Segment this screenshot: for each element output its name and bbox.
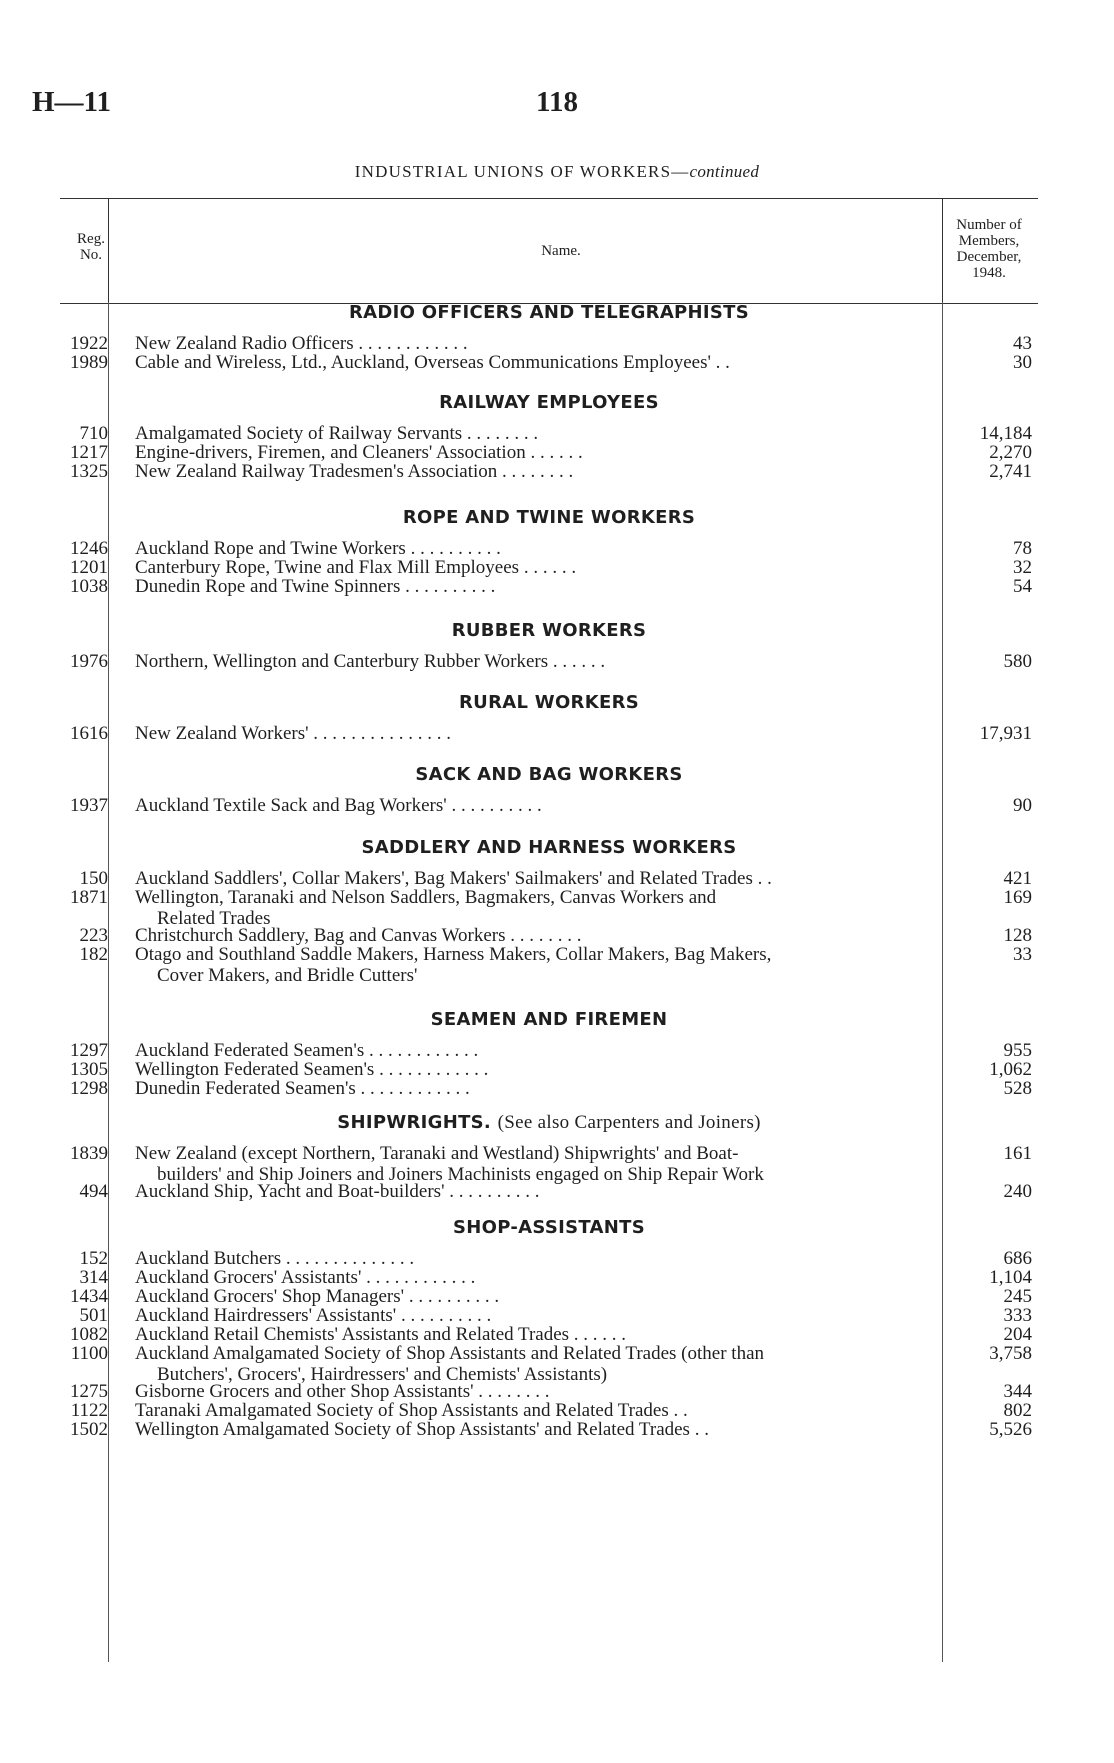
member-count: 1,104 <box>989 1267 1032 1288</box>
section-title <box>60 1009 1038 1030</box>
members-header-line: December, <box>956 249 1022 265</box>
section-title <box>60 692 1038 713</box>
section-title-text: RADIO OFFICERS AND TELEGRAPHISTS <box>348 302 750 323</box>
section-title-text: RAILWAY EMPLOYEES <box>439 392 659 413</box>
union-name <box>135 1343 988 1385</box>
reg-number: 1976 <box>70 651 108 672</box>
union-name: Auckland Grocers' Assistants' . . . . . . . . . . . . <box>135 1267 476 1288</box>
union-name <box>135 887 988 929</box>
section-title <box>60 302 1038 323</box>
reg-number: 152 <box>79 1248 108 1269</box>
union-name: Engine-drivers, Firemen, and Cleaners' Association . . . . . . <box>135 442 583 463</box>
column-header <box>60 198 1038 304</box>
member-count: 333 <box>1003 1305 1032 1326</box>
member-count: 802 <box>1003 1400 1032 1421</box>
reg-number: 1298 <box>70 1078 108 1099</box>
section-title-text: SADDLERY AND HARNESS WORKERS <box>361 837 737 858</box>
reg-number: 710 <box>79 423 108 444</box>
members-header <box>940 217 1038 281</box>
section-title-text: RUBBER WORKERS <box>451 620 647 641</box>
member-count: 169 <box>1003 887 1032 908</box>
column-divider <box>108 302 109 1662</box>
member-count: 204 <box>1003 1324 1032 1345</box>
union-name: New Zealand Railway Tradesmen's Association . . . . . . . . <box>135 461 574 482</box>
union-name: Auckland Butchers . . . . . . . . . . . . . . <box>135 1248 415 1269</box>
reg-number: 1922 <box>70 333 108 354</box>
page-header <box>32 86 1082 126</box>
reg-number: 1616 <box>70 723 108 744</box>
union-name-continuation: Cover Makers, and Bridle Cutters' <box>157 965 418 986</box>
reg-number: 1839 <box>70 1143 108 1164</box>
member-count: 90 <box>1013 795 1032 816</box>
section-title <box>60 1112 1038 1134</box>
member-count: 161 <box>1003 1143 1032 1164</box>
reg-number: 1082 <box>70 1324 108 1345</box>
member-count: 344 <box>1003 1381 1032 1402</box>
union-name: Gisborne Grocers and other Shop Assistants' . . . . . . . . <box>135 1381 550 1402</box>
section-title <box>60 392 1038 413</box>
member-count: 528 <box>1003 1078 1032 1099</box>
member-count: 17,931 <box>979 723 1032 744</box>
union-name: New Zealand Radio Officers . . . . . . . . . . . . <box>135 333 468 354</box>
reg-number: 1871 <box>70 887 108 908</box>
union-name: Wellington Federated Seamen's . . . . . . . . . . . . <box>135 1059 489 1080</box>
union-name: Auckland Retail Chemists' Assistants and Related Trades . . . . . . <box>135 1324 627 1345</box>
union-name: Auckland Hairdressers' Assistants' . . . . . . . . . . <box>135 1305 492 1326</box>
member-count: 30 <box>1013 352 1032 373</box>
union-name: Auckland Grocers' Shop Managers' . . . . . . . . . . <box>135 1286 500 1307</box>
reg-number: 1122 <box>70 1400 108 1421</box>
section-title <box>60 1217 1038 1238</box>
member-count: 3,758 <box>989 1343 1032 1364</box>
member-count: 686 <box>1003 1248 1032 1269</box>
section-title-text: ROPE AND TWINE WORKERS <box>402 507 696 528</box>
document-code: H—11 <box>32 86 111 118</box>
reg-number: 1325 <box>70 461 108 482</box>
reg-number: 1217 <box>70 442 108 463</box>
page-heading <box>0 162 1114 182</box>
member-count: 1,062 <box>989 1059 1032 1080</box>
reg-header-line: Reg. <box>77 231 105 247</box>
union-name <box>135 1143 988 1185</box>
reg-number: 1100 <box>70 1343 108 1364</box>
reg-number: 182 <box>79 944 108 965</box>
reg-number: 494 <box>79 1181 108 1202</box>
union-name-continuation: builders' and Ship Joiners and Joiners Machinists engaged on Ship Repair Work <box>157 1164 764 1185</box>
reg-number: 1937 <box>70 795 108 816</box>
union-name: Auckland Saddlers', Collar Makers', Bag Makers' Sailmakers' and Related Trades . . <box>135 868 772 889</box>
union-name: Auckland Rope and Twine Workers . . . . . . . . . . <box>135 538 501 559</box>
member-count: 2,741 <box>989 461 1032 482</box>
reg-number: 1275 <box>70 1381 108 1402</box>
union-name <box>135 944 988 986</box>
member-count: 78 <box>1013 538 1032 559</box>
union-name: Christchurch Saddlery, Bag and Canvas Workers . . . . . . . . <box>135 925 582 946</box>
member-count: 32 <box>1013 557 1032 578</box>
members-header-line: Members, <box>958 233 1020 249</box>
member-count: 580 <box>1003 651 1032 672</box>
union-name-continuation: Butchers', Grocers', Hairdressers' and Chemists' Assistants) <box>157 1364 608 1385</box>
union-name-continuation: Related Trades <box>157 908 271 929</box>
section-title <box>60 507 1038 528</box>
union-name: Canterbury Rope, Twine and Flax Mill Employees . . . . . . <box>135 557 577 578</box>
section-subtitle: (See also Carpenters and Joiners) <box>497 1112 761 1133</box>
section-title-text: RURAL WORKERS <box>459 692 639 713</box>
section-title <box>60 764 1038 785</box>
union-name: Northern, Wellington and Canterbury Rubber Workers . . . . . . <box>135 651 606 672</box>
reg-number: 1989 <box>70 352 108 373</box>
members-header-line: Number of <box>956 217 1022 233</box>
section-title-text: SACK AND BAG WORKERS <box>415 764 683 785</box>
union-name-line: Wellington, Taranaki and Nelson Saddlers, Bagmakers, Canvas Workers and <box>135 887 717 908</box>
union-name-line: Auckland Amalgamated Society of Shop Assistants and Related Trades (other than <box>135 1343 765 1364</box>
union-name: New Zealand Workers' . . . . . . . . . . . . . . . <box>135 723 452 744</box>
heading-text: INDUSTRIAL UNIONS OF WORKERS— <box>354 162 690 181</box>
section-title <box>60 620 1038 641</box>
reg-number: 1246 <box>70 538 108 559</box>
reg-number: 1305 <box>70 1059 108 1080</box>
reg-no-header <box>60 231 122 263</box>
member-count: 5,526 <box>989 1419 1032 1440</box>
page-number: 118 <box>536 86 578 118</box>
table-body <box>60 302 1038 1662</box>
reg-number: 1297 <box>70 1040 108 1061</box>
union-name: Dunedin Federated Seamen's . . . . . . . . . . . . <box>135 1078 470 1099</box>
reg-number: 314 <box>79 1267 108 1288</box>
union-name: Auckland Federated Seamen's . . . . . . . . . . . . <box>135 1040 479 1061</box>
reg-number: 150 <box>79 868 108 889</box>
union-name-line: Otago and Southland Saddle Makers, Harness Makers, Collar Makers, Bag Makers, <box>135 944 772 965</box>
union-name-line: New Zealand (except Northern, Taranaki and Westland) Shipwrights' and Boat- <box>135 1143 739 1164</box>
member-count: 240 <box>1003 1181 1032 1202</box>
member-count: 54 <box>1013 576 1032 597</box>
member-count: 43 <box>1013 333 1032 354</box>
member-count: 14,184 <box>979 423 1032 444</box>
section-title <box>60 837 1038 858</box>
union-name: Dunedin Rope and Twine Spinners . . . . . . . . . . <box>135 576 496 597</box>
union-name: Auckland Textile Sack and Bag Workers' . . . . . . . . . . <box>135 795 542 816</box>
reg-number: 223 <box>79 925 108 946</box>
reg-number: 1434 <box>70 1286 108 1307</box>
section-title-text: SEAMEN AND FIREMEN <box>430 1009 668 1030</box>
member-count: 128 <box>1003 925 1032 946</box>
union-name: Wellington Amalgamated Society of Shop Assistants' and Related Trades . . <box>135 1419 709 1440</box>
members-header-line: 1948. <box>972 265 1006 281</box>
section-title-text: SHIPWRIGHTS. <box>337 1112 492 1133</box>
reg-header-line: No. <box>79 247 103 263</box>
heading-continued: continued <box>689 162 760 181</box>
name-header: Name. <box>541 243 581 259</box>
union-name: Amalgamated Society of Railway Servants . . . . . . . . <box>135 423 539 444</box>
section-title-text: SHOP-ASSISTANTS <box>452 1217 645 1238</box>
member-count: 421 <box>1003 868 1032 889</box>
union-name: Taranaki Amalgamated Society of Shop Assistants and Related Trades . . <box>135 1400 688 1421</box>
reg-number: 501 <box>79 1305 108 1326</box>
reg-number: 1201 <box>70 557 108 578</box>
union-name: Cable and Wireless, Ltd., Auckland, Overseas Communications Employees' . . <box>135 352 730 373</box>
reg-number: 1502 <box>70 1419 108 1440</box>
member-count: 955 <box>1003 1040 1032 1061</box>
member-count: 33 <box>1013 944 1032 965</box>
reg-number: 1038 <box>70 576 108 597</box>
union-name: Auckland Ship, Yacht and Boat-builders' . . . . . . . . . . <box>135 1181 540 1202</box>
member-count: 245 <box>1003 1286 1032 1307</box>
member-count: 2,270 <box>989 442 1032 463</box>
